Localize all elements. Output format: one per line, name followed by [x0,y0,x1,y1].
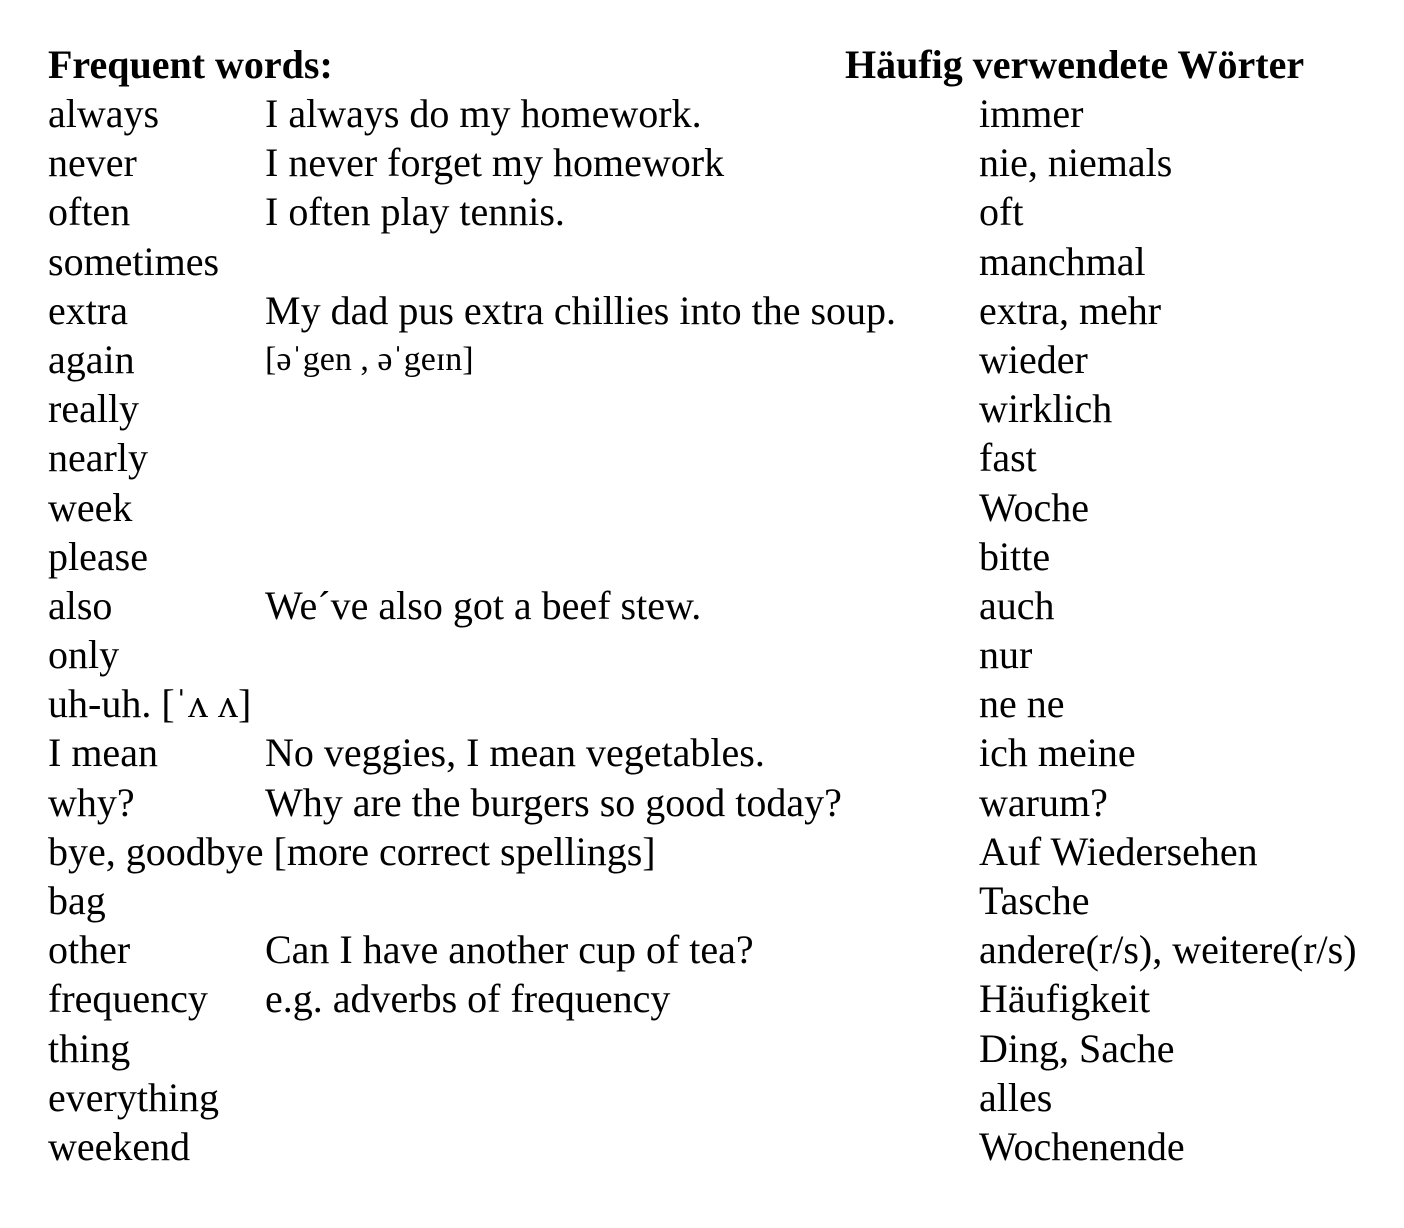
example-sentence: I often play tennis. [265,189,565,235]
heading-haeufig-verwendete-woerter: Häufig verwendete Wörter [845,42,1305,87]
german-translation: Woche [979,484,1090,530]
german-translation: Auf Wiedersehen [979,828,1258,874]
vocab-row-everything [0,1073,1404,1122]
phonetic-transcription: [əˈgen , əˈgeɪn] [265,340,474,378]
german-translation: Ding, Sache [979,1025,1175,1071]
english-word: extra [48,287,128,333]
vocab-row-again [0,335,1404,384]
vocab-row-please [0,532,1404,581]
english-word: never [48,140,137,186]
vocab-row-frequency [0,974,1404,1023]
vocab-row-really [0,384,1404,433]
vocab-row-also [0,581,1404,630]
german-translation: ne ne [979,681,1065,727]
example-sentence: I always do my homework. [265,91,702,136]
english-word: nearly [48,435,148,481]
german-translation: Häufigkeit [979,976,1151,1022]
vocab-row-never [0,138,1404,187]
vocab-row-bag [0,876,1404,925]
english-word: sometimes [48,238,220,284]
vocab-row-sometimes [0,237,1404,286]
german-translation: fast [979,435,1037,481]
english-word: really [48,386,140,432]
german-translation: extra, mehr [979,287,1162,333]
english-word: other [48,927,131,973]
german-translation: alles [979,1074,1053,1120]
vocab-row-uh-uh [0,679,1404,728]
english-word: frequency [48,976,208,1022]
german-translation: nur [979,632,1033,678]
english-word: again [48,336,135,382]
example-sentence: Can I have another cup of tea? [265,927,754,973]
vocab-row-nearly [0,433,1404,482]
german-translation: oft [979,189,1024,235]
vocab-row-thing [0,1024,1404,1073]
vocab-row-always [0,89,1404,138]
example-sentence: Why are the burgers so good today? [265,779,842,825]
german-translation: wieder [979,336,1088,382]
english-word: always [48,91,160,136]
english-word: often [48,189,131,235]
vocab-row-weekend [0,1122,1404,1171]
vocab-row-often [0,187,1404,236]
german-translation: bitte [979,533,1051,579]
english-word: bag [48,878,106,923]
heading-frequent-words: Frequent words: [48,42,333,87]
english-word: please [48,533,148,579]
vocab-row-goodbye [0,827,1404,876]
german-translation: Tasche [979,878,1090,923]
german-translation: Wochenende [979,1123,1185,1169]
german-translation: wirklich [979,386,1113,432]
german-translation: manchmal [979,238,1146,284]
german-translation: ich meine [979,730,1136,776]
example-sentence: I never forget my homework [265,140,725,186]
example-sentence: My dad pus extra chillies into the soup. [265,287,897,333]
vocabulary-list [0,89,1404,1171]
example-sentence: e.g. adverbs of frequency [265,976,671,1022]
english-word: everything [48,1074,220,1120]
english-word: thing [48,1025,131,1071]
english-word: why? [48,779,135,825]
example-sentence: We´ve also got a beef stew. [265,582,702,628]
german-translation: nie, niemals [979,140,1173,186]
english-word: weekend [48,1123,191,1169]
german-translation: warum? [979,779,1108,825]
english-word: week [48,484,133,530]
german-translation: immer [979,91,1084,136]
vocab-row-extra [0,286,1404,335]
german-translation: andere(r/s), weitere(r/s) [979,927,1357,973]
english-word: also [48,582,113,628]
english-word: bye, goodbye [more correct spellings] [48,828,656,874]
vocab-row-other [0,925,1404,974]
german-translation: auch [979,582,1055,628]
english-word: only [48,632,120,678]
english-word: I mean [48,730,158,776]
english-word: uh-uh. [ˈʌ ʌ] [48,681,252,727]
vocab-row-week [0,483,1404,532]
example-sentence: No veggies, I mean vegetables. [265,730,765,776]
vocab-row-i-mean [0,728,1404,777]
vocab-row-why [0,778,1404,827]
vocab-row-only [0,630,1404,679]
